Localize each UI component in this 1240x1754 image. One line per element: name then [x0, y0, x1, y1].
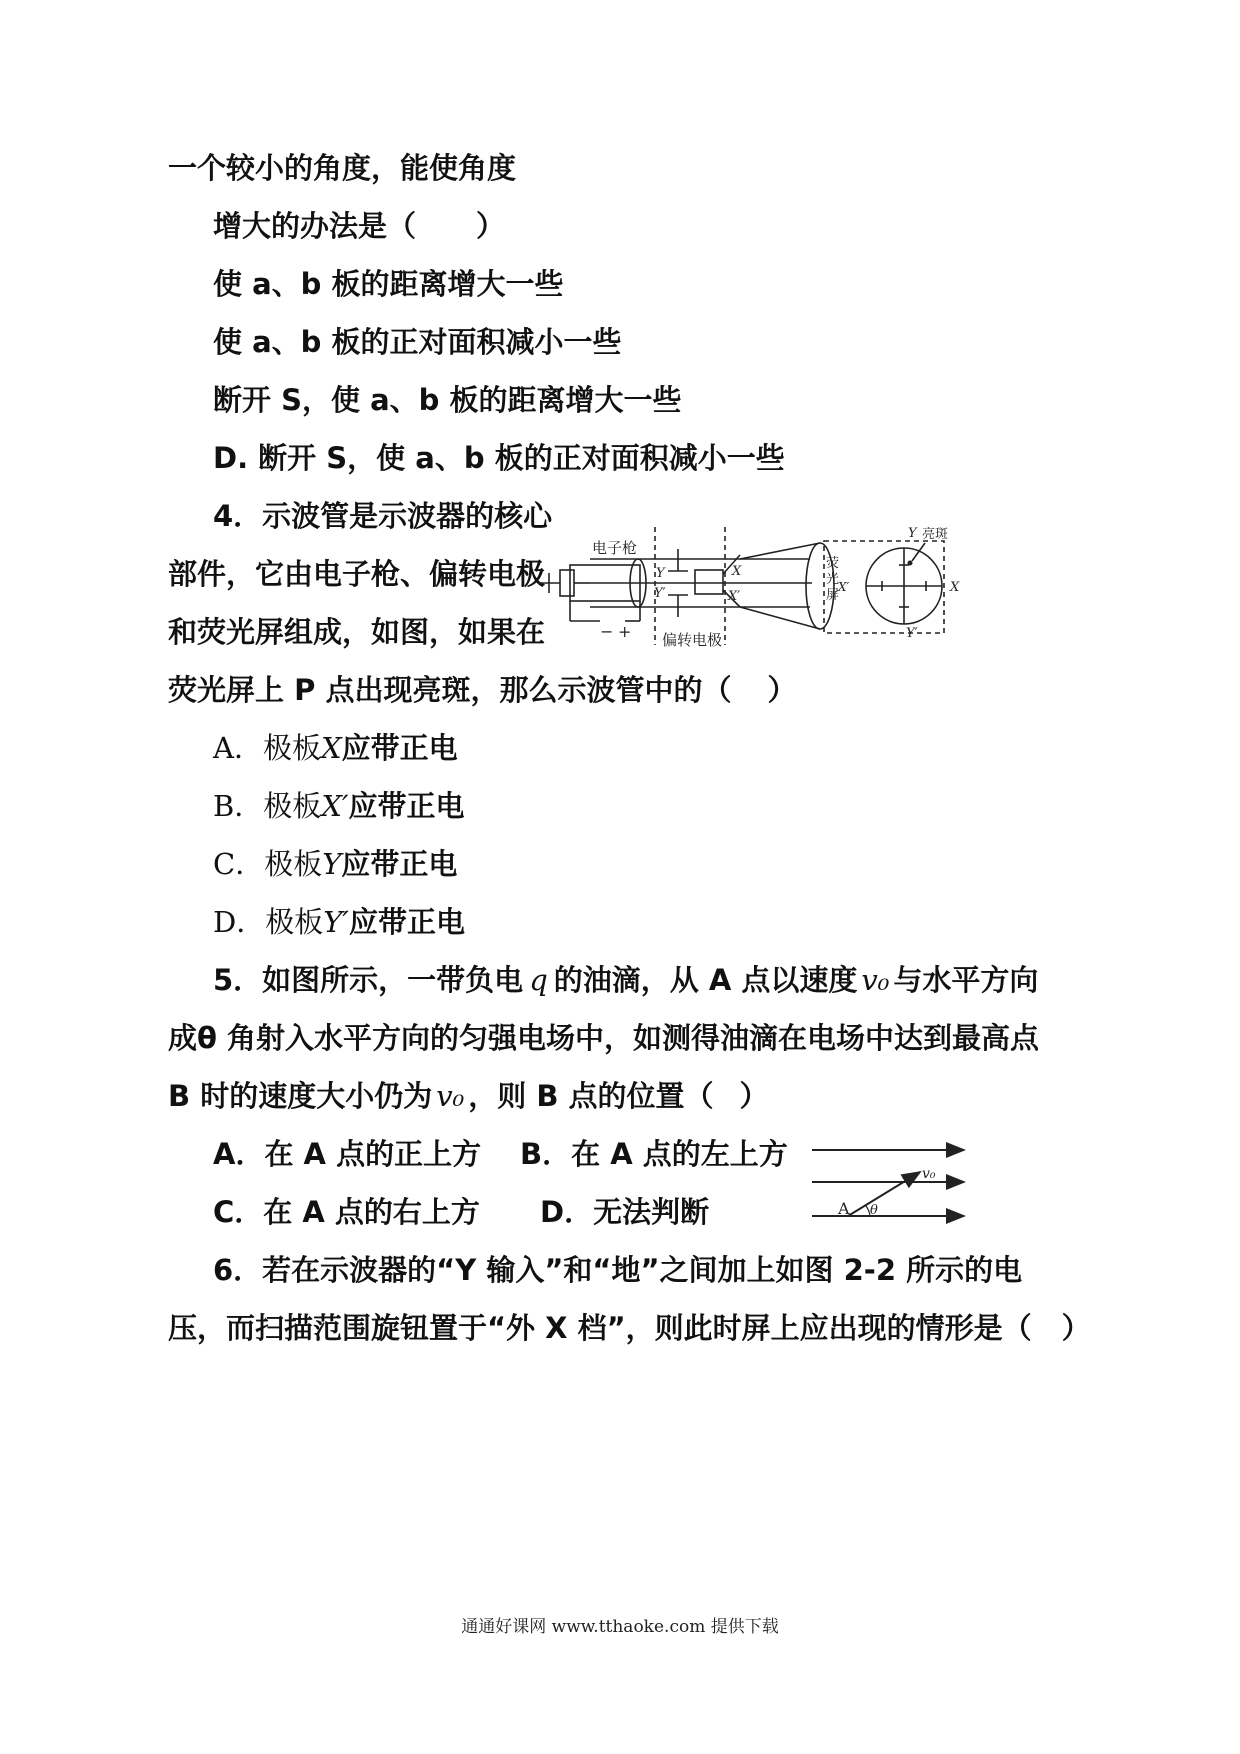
label-screen-y: Y [908, 526, 917, 541]
page-footer: 通通好课网 www.tthaoke.com 提供下载 [461, 1617, 779, 1637]
q3-line1: 一个较小的角度，能使角度 [168, 151, 517, 185]
label-screen-y-prime: Y′ [906, 626, 918, 641]
label-electron-gun: 电子枪 [592, 539, 638, 557]
q5-option-d: D．无法判断 [540, 1195, 710, 1229]
q6-line2: 压，而扫描范围旋钮置于“外 X 档”，则此时屏上应出现的情形是（ ） [168, 1311, 1091, 1345]
q5-line3: B 时的速度大小仍为 v₀ ，则 B 点的位置（ ） [168, 1079, 769, 1113]
q4-line1: 4．示波管是示波器的核心 [213, 499, 553, 533]
label-x-prime-plate: X′ [728, 589, 741, 604]
bright-spot-marker [908, 561, 913, 566]
label-bright-spot: 亮斑 [922, 527, 949, 542]
label-plus: + [618, 622, 632, 641]
q3-line2: 增大的办法是（ ） [213, 209, 506, 243]
label-screen-3: 屏 [826, 588, 840, 603]
label-y-prime-plate: Y′ [654, 586, 666, 601]
q3-option-c: 断开 S，使 a、b 板的距离增大一些 [213, 383, 682, 417]
q4-option-d: D．极板Y′应带正电 [213, 905, 466, 939]
q4-line3: 和荧光屏组成，如图，如果在 [168, 615, 546, 649]
q4-line4: 荧光屏上 P 点出现亮斑，那么示波管中的（ ） [168, 673, 797, 707]
label-screen-x-prime: X′ [838, 580, 850, 594]
label-screen-2: 光 [826, 572, 840, 587]
label-theta: θ [870, 1203, 878, 1218]
q5-line1: 5．如图所示，一带负电 q 的油滴，从 A 点以速度 v₀ 与水平方向 [213, 963, 1039, 997]
q3-option-a: 使 a、b 板的距离增大一些 [213, 267, 564, 301]
q4-option-b: B．极板X′应带正电 [213, 789, 465, 823]
oscilloscope-tube-figure [530, 525, 970, 655]
label-x-plate: X [732, 564, 742, 579]
q5-line2: 成θ 角射入水平方向的匀强电场中，如测得油滴在电场中达到最高点 [168, 1021, 1040, 1055]
label-y-plate: Y [656, 566, 665, 581]
label-deflection-electrode: 偏转电极 [662, 631, 723, 649]
q5-option-b: B．在 A 点的左上方 [520, 1137, 788, 1171]
q5-option-a: A．在 A 点的正上方 [213, 1137, 482, 1171]
q3-option-d: D. 断开 S，使 a、b 板的正对面积减小一些 [213, 441, 785, 475]
q4-option-c: C．极板Y应带正电 [213, 847, 458, 881]
q4-option-a: A．极板X应带正电 [213, 731, 458, 765]
electric-field-figure [812, 1140, 972, 1230]
q3-option-b: 使 a、b 板的正对面积减小一些 [213, 325, 622, 359]
label-point-a: A [838, 1199, 850, 1218]
q4-line2: 部件，它由电子枪、偏转电极 [168, 557, 546, 591]
label-screen-1: 荧 [826, 556, 840, 571]
label-minus: − [600, 622, 614, 641]
q6-line1: 6．若在示波器的“Y 输入”和“地”之间加上如图 2-2 所示的电 [213, 1253, 1023, 1287]
label-screen-x: X [950, 580, 960, 595]
label-v0: v₀ [922, 1166, 936, 1182]
q5-option-c: C．在 A 点的右上方 [213, 1195, 480, 1229]
